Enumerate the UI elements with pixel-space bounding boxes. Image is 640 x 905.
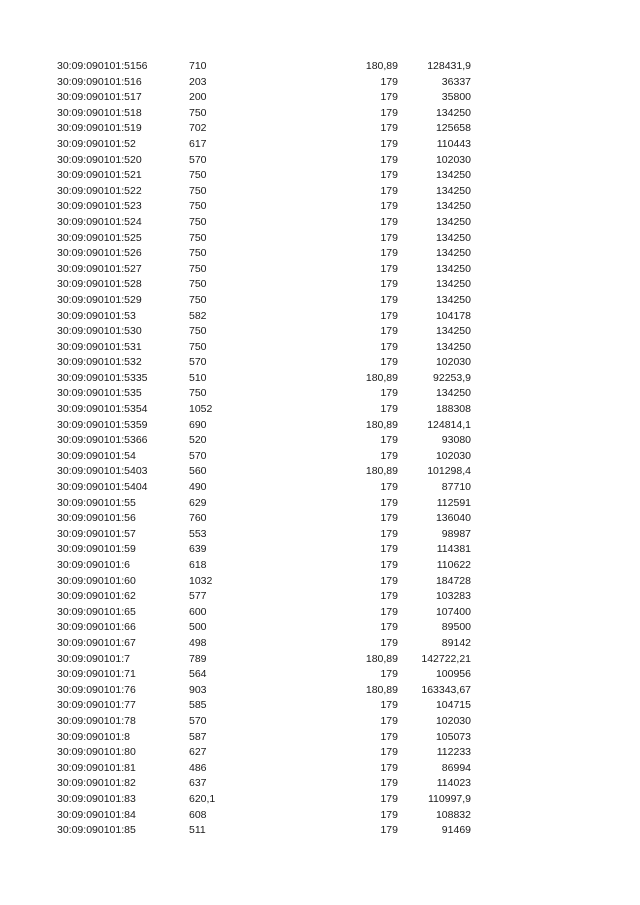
cadastral-number-cell: 30:09:090101:67 [57, 636, 136, 649]
cadastral-number-cell: 30:09:090101:6 [57, 559, 130, 571]
table-row [0, 683, 640, 699]
area-cell: 750 [189, 278, 207, 291]
value-cell: 104715 [435, 699, 471, 712]
rate-cell: 179 [380, 75, 398, 88]
rate-cell: 179 [380, 403, 398, 416]
rate-cell: 179 [380, 340, 398, 353]
area-cell: 690 [189, 418, 207, 431]
area-cell: 750 [189, 293, 207, 306]
area-cell: 903 [189, 683, 207, 696]
table-row [0, 449, 640, 465]
cadastral-number-cell: 30:09:090101:8 [57, 730, 130, 743]
area-cell: 750 [189, 247, 207, 260]
area-cell: 570 [189, 714, 207, 727]
table-row [0, 355, 640, 371]
value-cell: 98987 [441, 527, 471, 540]
cadastral-number-cell: 30:09:090101:517 [57, 91, 142, 104]
cadastral-number-cell: 30:09:090101:522 [57, 184, 142, 197]
rate-cell: 180,89 [365, 371, 398, 384]
cadastral-number-cell: 30:09:090101:525 [57, 231, 142, 244]
table-row [0, 199, 640, 215]
cadastral-number-cell: 30:09:090101:76 [57, 683, 136, 696]
table-row [0, 511, 640, 527]
rate-cell: 179 [380, 278, 398, 291]
table-row [0, 558, 640, 574]
table-row [0, 106, 640, 122]
table-row [0, 418, 640, 434]
area-cell: 585 [189, 699, 207, 712]
rate-cell: 179 [380, 481, 398, 494]
value-cell: 36337 [441, 75, 471, 88]
table-row [0, 153, 640, 169]
table-row [0, 792, 640, 808]
area-cell: 750 [189, 340, 207, 353]
value-cell: 184728 [435, 574, 471, 587]
table-row [0, 121, 640, 137]
table-row [0, 620, 640, 636]
area-cell: 1052 [189, 403, 213, 416]
rate-cell: 179 [380, 387, 398, 400]
table-row [0, 386, 640, 402]
table-row [0, 324, 640, 340]
value-cell: 108832 [435, 808, 471, 821]
value-cell: 114381 [436, 543, 471, 556]
value-cell: 134250 [435, 247, 471, 260]
area-cell: 760 [189, 512, 207, 525]
rate-cell: 179 [380, 200, 398, 213]
area-cell: 564 [189, 668, 207, 681]
value-cell: 134250 [435, 278, 471, 291]
rate-cell: 179 [380, 122, 398, 135]
rate-cell: 180,89 [365, 60, 398, 72]
rate-cell: 179 [380, 137, 398, 150]
cadastral-number-cell: 30:09:090101:7 [57, 652, 130, 665]
value-cell: 134250 [435, 325, 471, 338]
rate-cell: 179 [380, 824, 398, 837]
area-cell: 490 [189, 481, 207, 494]
table-row [0, 75, 640, 91]
rate-cell: 179 [380, 215, 398, 228]
table-row [0, 776, 640, 792]
table-row [0, 402, 640, 418]
area-cell: 498 [189, 636, 207, 649]
value-cell: 107400 [435, 605, 471, 618]
cadastral-number-cell: 30:09:090101:83 [57, 792, 136, 805]
cadastral-number-cell: 30:09:090101:57 [57, 527, 136, 540]
rate-cell: 179 [380, 247, 398, 260]
rate-cell: 179 [380, 434, 398, 447]
area-cell: 618 [189, 559, 207, 571]
area-cell: 608 [189, 808, 207, 821]
rate-cell: 179 [380, 543, 398, 556]
area-cell: 510 [189, 371, 207, 384]
table-row [0, 184, 640, 200]
rate-cell: 179 [380, 621, 398, 634]
cadastral-number-cell: 30:09:090101:54 [57, 449, 136, 462]
table-row [0, 262, 640, 278]
rate-cell: 179 [380, 356, 398, 369]
area-cell: 600 [189, 605, 207, 618]
cadastral-number-cell: 30:09:090101:53 [57, 309, 136, 322]
table-row [0, 277, 640, 293]
cadastral-number-cell: 30:09:090101:521 [57, 169, 142, 182]
value-cell: 100956 [435, 668, 471, 681]
value-cell: 134250 [435, 262, 471, 275]
cadastral-number-cell: 30:09:090101:523 [57, 200, 142, 213]
cadastral-number-cell: 30:09:090101:5366 [57, 434, 148, 447]
table-row [0, 761, 640, 777]
data-table [0, 59, 640, 839]
value-cell: 134250 [435, 215, 471, 228]
cadastral-number-cell: 30:09:090101:65 [57, 605, 136, 618]
cadastral-number-cell: 30:09:090101:56 [57, 512, 136, 525]
value-cell: 114023 [436, 777, 471, 790]
cadastral-number-cell: 30:09:090101:516 [57, 75, 142, 88]
rate-cell: 179 [380, 231, 398, 244]
value-cell: 102030 [435, 356, 471, 369]
area-cell: 203 [189, 75, 207, 88]
area-cell: 617 [189, 137, 207, 150]
cadastral-number-cell: 30:09:090101:62 [57, 590, 136, 603]
area-cell: 750 [189, 184, 207, 197]
rate-cell: 179 [380, 496, 398, 509]
area-cell: 500 [189, 621, 207, 634]
area-cell: 750 [189, 169, 207, 182]
value-cell: 91469 [441, 824, 471, 837]
cadastral-number-cell: 30:09:090101:5156 [57, 60, 148, 72]
value-cell: 92253,9 [433, 371, 471, 384]
table-row [0, 215, 640, 231]
rate-cell: 179 [380, 559, 398, 571]
area-cell: 1032 [189, 574, 213, 587]
area-cell: 789 [189, 652, 207, 665]
area-cell: 750 [189, 200, 207, 213]
area-cell: 577 [189, 590, 207, 603]
cadastral-number-cell: 30:09:090101:5354 [57, 403, 148, 416]
area-cell: 629 [189, 496, 207, 509]
cadastral-number-cell: 30:09:090101:60 [57, 574, 136, 587]
cadastral-number-cell: 30:09:090101:5359 [57, 418, 148, 431]
table-row [0, 309, 640, 325]
table-row [0, 90, 640, 106]
table-row [0, 496, 640, 512]
area-cell: 750 [189, 262, 207, 275]
rate-cell: 179 [380, 262, 398, 275]
value-cell: 163343,67 [421, 683, 471, 696]
value-cell: 89500 [441, 621, 471, 634]
value-cell: 86994 [441, 761, 471, 774]
value-cell: 134250 [435, 184, 471, 197]
value-cell: 105073 [435, 730, 471, 743]
cadastral-number-cell: 30:09:090101:81 [57, 761, 136, 774]
rate-cell: 179 [380, 325, 398, 338]
value-cell: 134250 [435, 169, 471, 182]
rate-cell: 179 [380, 169, 398, 182]
table-row [0, 246, 640, 262]
rate-cell: 179 [380, 449, 398, 462]
area-cell: 570 [189, 356, 207, 369]
table-row [0, 823, 640, 839]
rate-cell: 179 [380, 699, 398, 712]
table-row [0, 59, 640, 75]
area-cell: 639 [189, 543, 207, 556]
cadastral-number-cell: 30:09:090101:85 [57, 824, 136, 837]
area-cell: 553 [189, 527, 207, 540]
area-cell: 587 [189, 730, 207, 743]
table-row [0, 652, 640, 668]
rate-cell: 179 [380, 777, 398, 790]
cadastral-number-cell: 30:09:090101:52 [57, 137, 136, 150]
cadastral-number-cell: 30:09:090101:84 [57, 808, 136, 821]
table-row [0, 433, 640, 449]
cadastral-number-cell: 30:09:090101:524 [57, 215, 142, 228]
table-row [0, 636, 640, 652]
area-cell: 511 [189, 824, 206, 837]
cadastral-number-cell: 30:09:090101:528 [57, 278, 142, 291]
value-cell: 112591 [436, 496, 471, 509]
rate-cell: 179 [380, 668, 398, 681]
cadastral-number-cell: 30:09:090101:532 [57, 356, 142, 369]
cadastral-number-cell: 30:09:090101:519 [57, 122, 142, 135]
area-cell: 200 [189, 91, 207, 104]
value-cell: 125658 [435, 122, 471, 135]
value-cell: 134250 [435, 106, 471, 119]
rate-cell: 179 [380, 293, 398, 306]
table-row [0, 231, 640, 247]
cadastral-number-cell: 30:09:090101:5335 [57, 371, 148, 384]
table-row [0, 137, 640, 153]
area-cell: 750 [189, 387, 207, 400]
area-cell: 570 [189, 449, 207, 462]
cadastral-number-cell: 30:09:090101:520 [57, 153, 142, 166]
rate-cell: 179 [380, 792, 398, 805]
rate-cell: 179 [380, 808, 398, 821]
table-row [0, 589, 640, 605]
rate-cell: 179 [380, 527, 398, 540]
value-cell: 102030 [435, 153, 471, 166]
rate-cell: 179 [380, 106, 398, 119]
rate-cell: 179 [380, 91, 398, 104]
area-cell: 710 [189, 60, 207, 72]
value-cell: 134250 [435, 387, 471, 400]
value-cell: 101298,4 [427, 465, 471, 478]
rate-cell: 179 [380, 512, 398, 525]
value-cell: 134250 [435, 340, 471, 353]
cadastral-number-cell: 30:09:090101:5404 [57, 481, 148, 494]
value-cell: 104178 [435, 309, 471, 322]
value-cell: 93080 [441, 434, 471, 447]
table-row [0, 698, 640, 714]
value-cell: 142722,21 [421, 652, 471, 665]
value-cell: 124814,1 [427, 418, 471, 431]
area-cell: 750 [189, 325, 207, 338]
rate-cell: 180,89 [365, 418, 398, 431]
rate-cell: 179 [380, 153, 398, 166]
cadastral-number-cell: 30:09:090101:59 [57, 543, 136, 556]
rate-cell: 179 [380, 761, 398, 774]
value-cell: 110997,9 [427, 792, 471, 805]
area-cell: 702 [189, 122, 207, 135]
cadastral-number-cell: 30:09:090101:535 [57, 387, 142, 400]
cadastral-number-cell: 30:09:090101:526 [57, 247, 142, 260]
table-row [0, 371, 640, 387]
table-row [0, 714, 640, 730]
rate-cell: 180,89 [365, 652, 398, 665]
area-cell: 582 [189, 309, 207, 322]
area-cell: 620,1 [189, 792, 216, 805]
value-cell: 112233 [436, 746, 471, 759]
rate-cell: 179 [380, 730, 398, 743]
area-cell: 750 [189, 106, 207, 119]
rate-cell: 179 [380, 184, 398, 197]
cadastral-number-cell: 30:09:090101:530 [57, 325, 142, 338]
cadastral-number-cell: 30:09:090101:529 [57, 293, 142, 306]
table-row [0, 293, 640, 309]
table-row [0, 745, 640, 761]
area-cell: 627 [189, 746, 207, 759]
value-cell: 134250 [435, 200, 471, 213]
rate-cell: 179 [380, 636, 398, 649]
cadastral-number-cell: 30:09:090101:71 [57, 668, 136, 681]
table-row [0, 542, 640, 558]
cadastral-number-cell: 30:09:090101:55 [57, 496, 136, 509]
cadastral-number-cell: 30:09:090101:82 [57, 777, 136, 790]
rate-cell: 180,89 [365, 465, 398, 478]
rate-cell: 179 [380, 605, 398, 618]
table-row [0, 527, 640, 543]
table-row [0, 605, 640, 621]
table-row [0, 168, 640, 184]
table-row [0, 340, 640, 356]
table-row [0, 730, 640, 746]
rate-cell: 179 [380, 574, 398, 587]
area-cell: 570 [189, 153, 207, 166]
table-row [0, 574, 640, 590]
area-cell: 637 [189, 777, 207, 790]
value-cell: 110443 [436, 137, 471, 150]
area-cell: 486 [189, 761, 207, 774]
value-cell: 134250 [435, 231, 471, 244]
value-cell: 87710 [441, 481, 471, 494]
value-cell: 102030 [435, 449, 471, 462]
value-cell: 102030 [435, 714, 471, 727]
rate-cell: 180,89 [365, 683, 398, 696]
value-cell: 35800 [441, 91, 471, 104]
area-cell: 750 [189, 231, 207, 244]
area-cell: 750 [189, 215, 207, 228]
cadastral-number-cell: 30:09:090101:5403 [57, 465, 148, 478]
cadastral-number-cell: 30:09:090101:78 [57, 714, 136, 727]
value-cell: 188308 [435, 403, 471, 416]
value-cell: 128431,9 [427, 60, 471, 72]
cadastral-number-cell: 30:09:090101:80 [57, 746, 136, 759]
table-row [0, 808, 640, 824]
rate-cell: 179 [380, 590, 398, 603]
table-row [0, 480, 640, 496]
value-cell: 134250 [435, 293, 471, 306]
value-cell: 103283 [435, 590, 471, 603]
area-cell: 560 [189, 465, 207, 478]
rate-cell: 179 [380, 746, 398, 759]
table-row [0, 667, 640, 683]
cadastral-number-cell: 30:09:090101:518 [57, 106, 142, 119]
rate-cell: 179 [380, 714, 398, 727]
value-cell: 110622 [436, 559, 471, 571]
cadastral-number-cell: 30:09:090101:527 [57, 262, 142, 275]
table-row [0, 464, 640, 480]
rate-cell: 179 [380, 309, 398, 322]
cadastral-number-cell: 30:09:090101:531 [57, 340, 142, 353]
area-cell: 520 [189, 434, 207, 447]
value-cell: 136040 [435, 512, 471, 525]
cadastral-number-cell: 30:09:090101:66 [57, 621, 136, 634]
cadastral-number-cell: 30:09:090101:77 [57, 699, 136, 712]
value-cell: 89142 [441, 636, 471, 649]
